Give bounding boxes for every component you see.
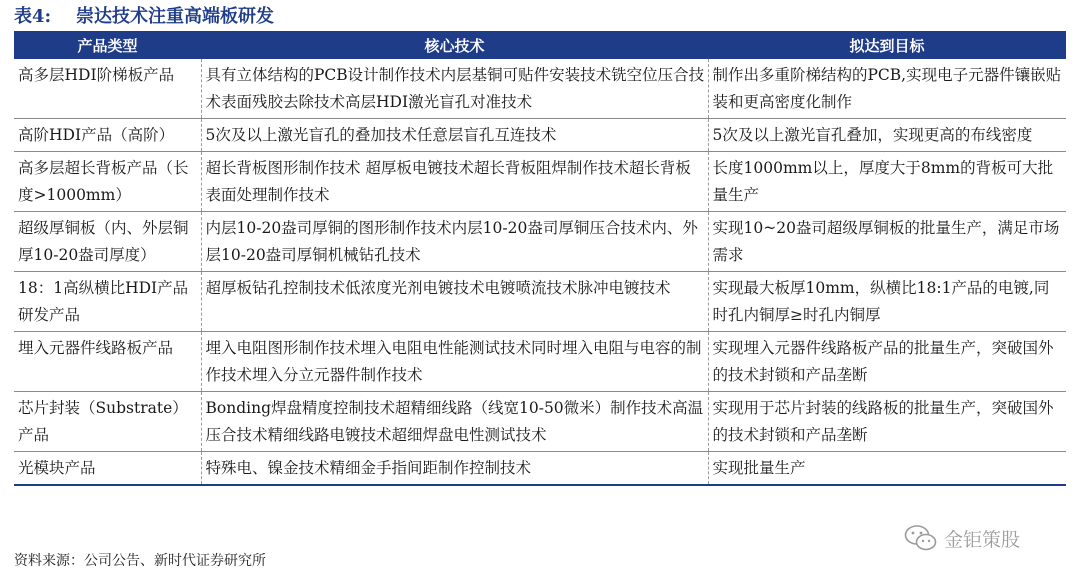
source-note: 资料来源：公司公告、新时代证券研究所 bbox=[14, 553, 266, 569]
table-row bbox=[14, 152, 1066, 212]
cell-core-tech: 具有立体结构的PCB设计制作技术内层基铜可贴件安装技术铣空位压合技术表面残胶去除技术高层HDI激光盲孔对准技术 bbox=[201, 59, 708, 119]
cell-product-type: 18：1高纵横比HDI产品研发产品 bbox=[14, 272, 201, 332]
cell-product-type: 高多层超长背板产品（长度>1000mm） bbox=[14, 152, 201, 212]
watermark bbox=[904, 520, 1020, 556]
cell-core-tech: 超长背板图形制作技术 超厚板电镀技术超长背板阻焊制作技术超长背板表面处理制作技术 bbox=[201, 152, 708, 212]
cell-product-type: 埋入元器件线路板产品 bbox=[14, 332, 201, 392]
cell-product-type: 高阶HDI产品（高阶） bbox=[14, 119, 201, 152]
table-title bbox=[14, 4, 274, 30]
cell-goal: 实现批量生产 bbox=[708, 452, 1066, 486]
table-row bbox=[14, 452, 1066, 486]
table-row bbox=[14, 59, 1066, 119]
cell-product-type: 芯片封装（Substrate）产品 bbox=[14, 392, 201, 452]
cell-product-type: 超级厚铜板（内、外层铜厚10-20盎司厚度） bbox=[14, 212, 201, 272]
cell-goal: 实现用于芯片封装的线路板的批量生产，突破国外的技术封锁和产品垄断 bbox=[708, 392, 1066, 452]
cell-goal: 实现10~20盎司超级厚铜板的批量生产，满足市场需求 bbox=[708, 212, 1066, 272]
header-core-tech: 核心技术 bbox=[201, 31, 708, 59]
cell-goal: 制作出多重阶梯结构的PCB,实现电子元器件镶嵌贴装和更高密度化制作 bbox=[708, 59, 1066, 119]
table-header-row bbox=[14, 31, 1066, 59]
cell-product-type: 高多层HDI阶梯板产品 bbox=[14, 59, 201, 119]
cell-goal: 实现埋入元器件线路板产品的批量生产，突破国外的技术封锁和产品垄断 bbox=[708, 332, 1066, 392]
header-product-type: 产品类型 bbox=[14, 31, 201, 59]
table-title-text: 崇达技术注重高端板研发 bbox=[76, 6, 274, 27]
cell-core-tech: 埋入电阻图形制作技术埋入电阻电性能测试技术同时埋入电阻与电容的制作技术埋入分立元器件制作技术 bbox=[201, 332, 708, 392]
watermark-text: 金钜策股 bbox=[944, 528, 1021, 551]
header-goal: 拟达到目标 bbox=[708, 31, 1066, 59]
table-row bbox=[14, 119, 1066, 152]
data-table bbox=[14, 31, 1066, 486]
cell-goal: 长度1000mm以上，厚度大于8mm的背板可大批量生产 bbox=[708, 152, 1066, 212]
cell-core-tech: 超厚板钻孔控制技术低浓度光剂电镀技术电镀喷流技术脉冲电镀技术 bbox=[201, 272, 708, 332]
table-number: 表4: bbox=[14, 6, 52, 27]
cell-core-tech: Bonding焊盘精度控制技术超精细线路（线宽10-50微米）制作技术高温压合技术精细线路电镀技术超细焊盘电性测试技术 bbox=[201, 392, 708, 452]
table-row bbox=[14, 272, 1066, 332]
table-row bbox=[14, 392, 1066, 452]
cell-core-tech: 内层10-20盎司厚铜的图形制作技术内层10-20盎司厚铜压合技术内、外层10-20盎司厚铜机械钻孔技术 bbox=[201, 212, 708, 272]
cell-goal: 实现最大板厚10mm，纵横比18:1产品的电镀,同时孔内铜厚≥时孔内铜厚 bbox=[708, 272, 1066, 332]
wechat-icon bbox=[904, 524, 938, 552]
table-row bbox=[14, 212, 1066, 272]
cell-core-tech: 特殊电、镍金技术精细金手指间距制作控制技术 bbox=[201, 452, 708, 486]
cell-goal: 5次及以上激光盲孔叠加，实现更高的布线密度 bbox=[708, 119, 1066, 152]
table-row bbox=[14, 332, 1066, 392]
cell-core-tech: 5次及以上激光盲孔的叠加技术任意层盲孔互连技术 bbox=[201, 119, 708, 152]
cell-product-type: 光模块产品 bbox=[14, 452, 201, 486]
